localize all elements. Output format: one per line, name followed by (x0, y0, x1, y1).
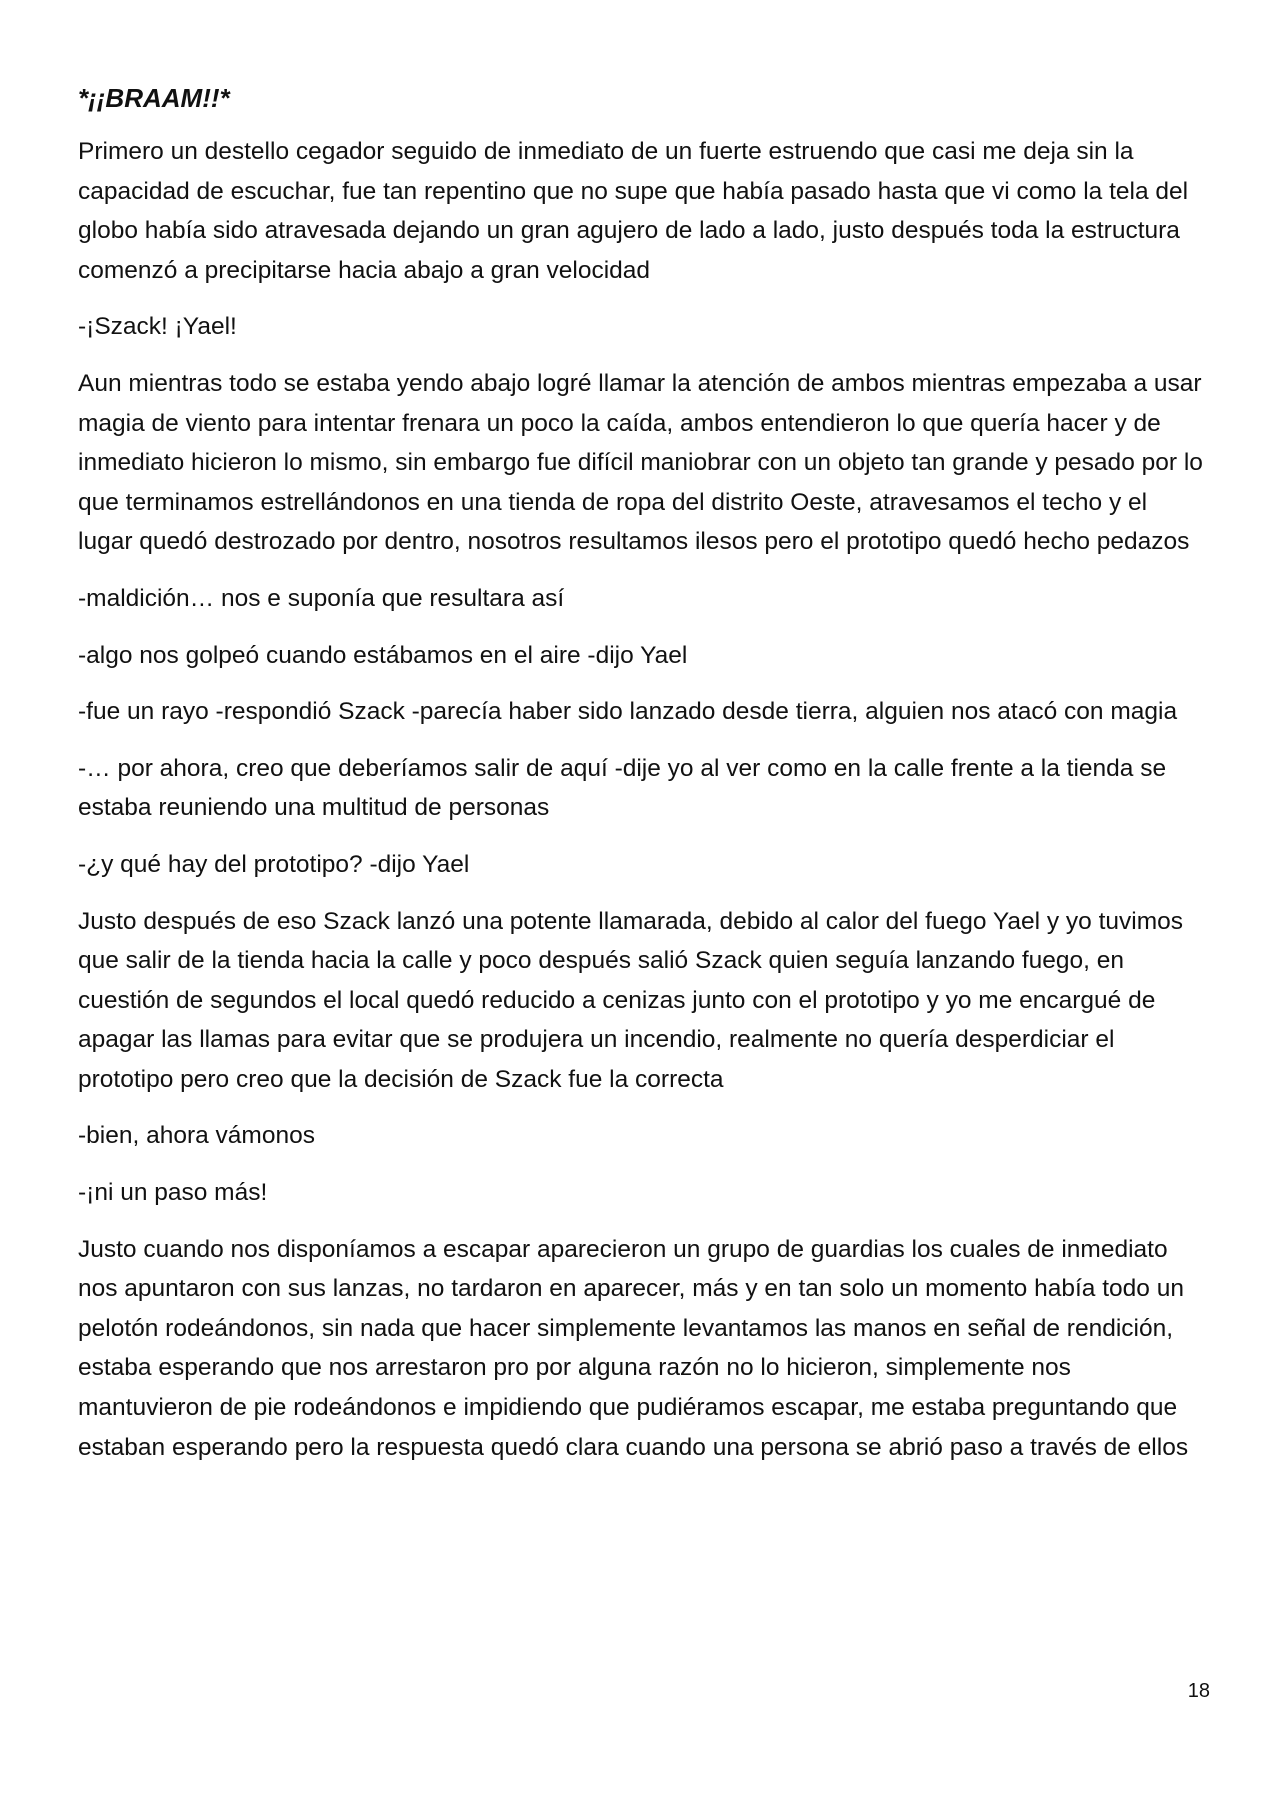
dialogue-line-1: -¡Szack! ¡Yael! (78, 313, 237, 341)
dialogue-line-4: -fue un rayo -respondió Szack -parecía haber sido lanzado desde tierra, alguien nos atacó con magia (78, 698, 1178, 726)
sound-effect-heading: *¡¡BRAAM!!* (78, 83, 230, 113)
page-number: 18 (1187, 1680, 1210, 1702)
dialogue-line-5: -… por ahora, creo que deberíamos salir de aquí -dije yo al ver como en la calle frente a la tienda se estaba reuniendo una multitud de personas (78, 754, 1167, 822)
paragraph-2: Aun mientras todo se estaba yendo abajo logré llamar la atención de ambos mientras empezaba a usar magia de viento para intentar frenara un poco la caída, ambos entendieron lo que quería hacer y de inmediato hicieron lo mismo, sin embargo fue difícil maniobrar con un objeto tan grande y pesado por lo que terminamos estrellándonos en una tienda de ropa del distrito Oeste, atravesamos el techo y el lugar quedó destrozado por dentro, nosotros resultamos ilesos pero el prototipo quedó hecho pedazos (78, 369, 1203, 556)
dialogue-line-8: -¡ni un paso más! (78, 1179, 268, 1207)
paragraph-3: Justo después de eso Szack lanzó una potente llamarada, debido al calor del fuego Yael y yo tuvimos que salir de la tienda hacia la calle y poco después salió Szack quien seguía lanzando fuego, en cuestión de segundos el local quedó reducido a cenizas junto con el prototipo y yo me encargué de apagar las llamas para evitar que se produjera un incendio, realmente no quería desperdiciar el prototipo pero creo que la decisión de Szack fue la correcta (78, 907, 1184, 1093)
dialogue-line-2: -maldición… nos e suponía que resultara así (78, 584, 565, 612)
dialogue-line-3: -algo nos golpeó cuando estábamos en el aire -dijo Yael (78, 641, 688, 669)
page-body (78, 78, 1203, 1484)
paragraph-1: Primero un destello cegador seguido de inmediato de un fuerte estruendo que casi me deja sin la capacidad de escuchar, fue tan repentino que no supe que había pasado hasta que vi como la tela del globo había sido atravesada dejando un gran agujero de lado a lado, justo después toda la estructura comenzó a precipitarse hacia abajo a gran velocidad (78, 138, 1189, 284)
dialogue-line-6: -¿y qué hay del prototipo? -dijo Yael (78, 850, 470, 878)
paragraph-4: Justo cuando nos disponíamos a escapar aparecieron un grupo de guardias los cuales de inmediato nos apuntaron con sus lanzas, no tardaron en aparecer, más y en tan solo un momento había todo un pelotón rodeándonos, sin nada que hacer simplemente levantamos las manos en señal de rendición, estaba esperando que nos arrestaron pro por alguna razón no lo hicieron, simplemente nos mantuvieron de pie rodeándonos e impidiendo que pudiéramos escapar, me estaba preguntando que estaban esperando pero la respuesta quedó clara cuando una persona se abrió paso a través de ellos (78, 1235, 1189, 1461)
dialogue-line-7: -bien, ahora vámonos (78, 1122, 315, 1150)
